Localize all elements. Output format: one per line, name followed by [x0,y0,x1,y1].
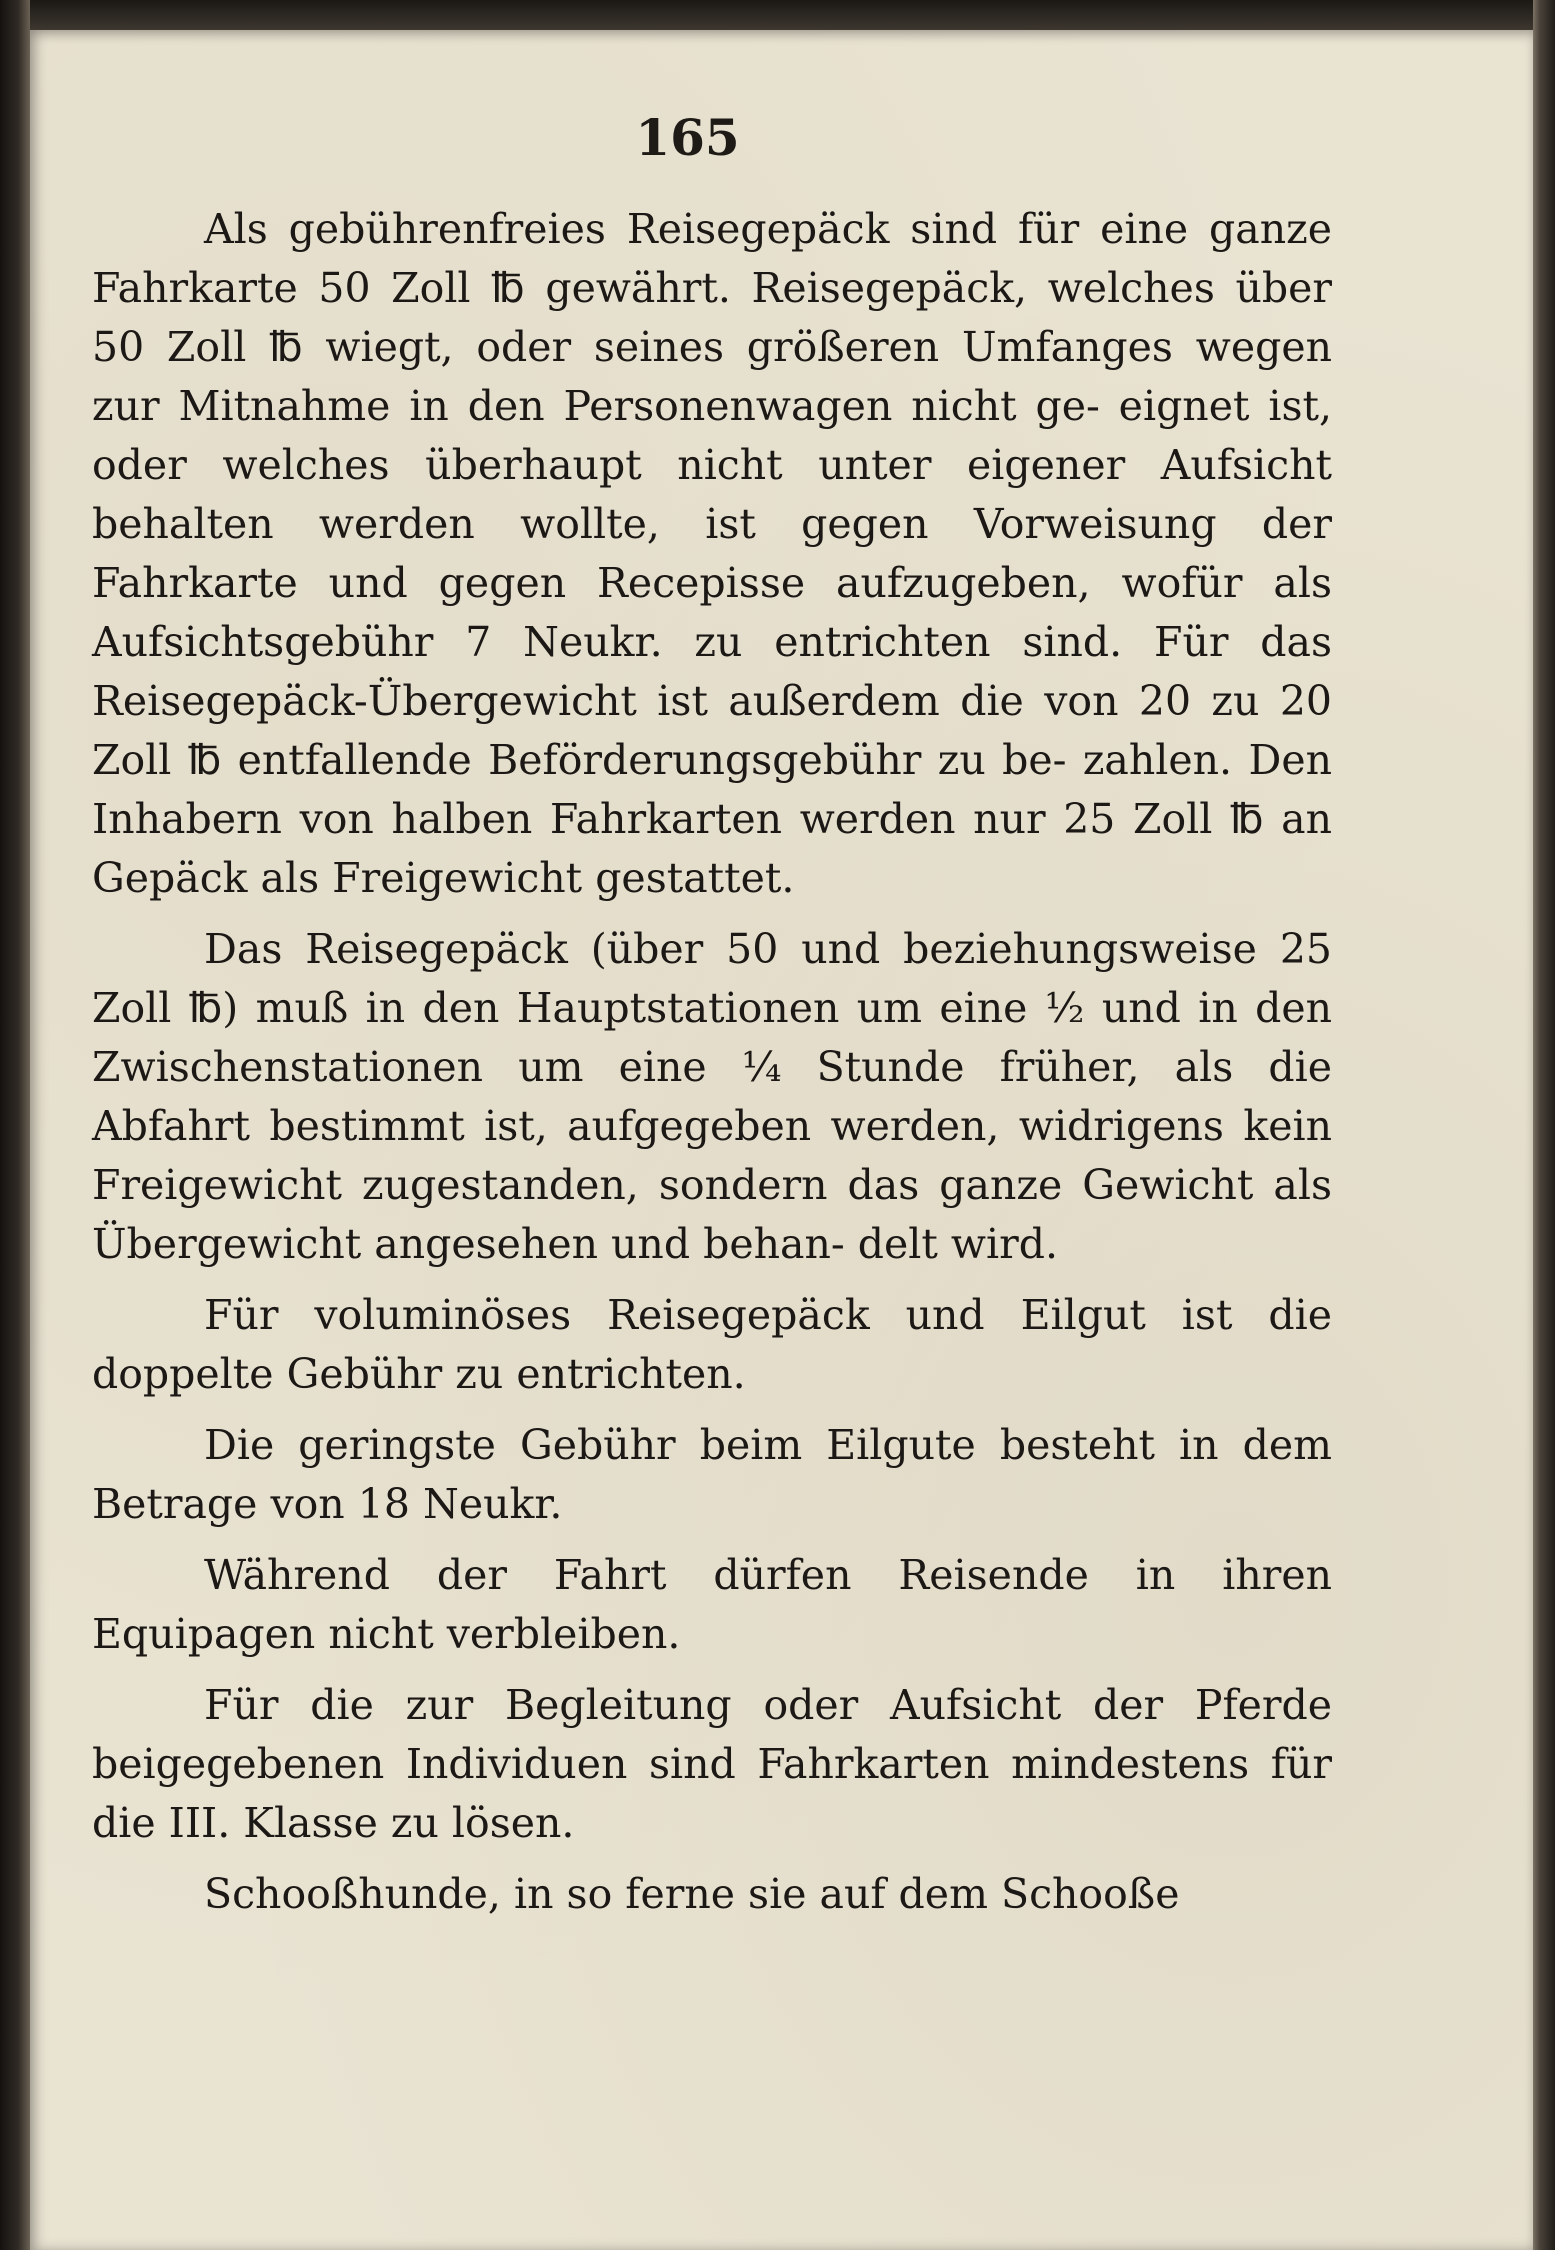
book-page [30,30,1533,2250]
paragraph-luggage-deadline: Das Reisegepäck (über 50 und beziehungsweise 25 Zoll ℔) muß in den Hauptstationen um eine ½ und in den Zwischenstationen um eine ¼ Stunde früher, als die Abfahrt bestimmt ist, aufgegeben werden, widrigens kein Freigewicht zugestanden, sondern das ganze Gewicht als Übergewicht angesehen und behan- delt wird. [92,925,1332,1268]
paragraph-voluminous-luggage: Für voluminöses Reisegepäck und Eilgut ist die doppelte Gebühr zu entrichten. [92,1291,1332,1398]
paragraph-luggage-allowance: Als gebührenfreies Reisegepäck sind für eine ganze Fahrkarte 50 Zoll ℔ gewährt. Reisegepäck, welches über 50 Zoll ℔ wiegt, oder seines größeren Umfanges wegen zur Mitnahme in den Personenwagen nicht ge- eignet ist, oder welches überhaupt nicht unter eigener Aufsicht behalten werden wollte, ist gegen Vorweisung der Fahrkarte und gegen Recepisse aufzugeben, wofür als Aufsichtsgebühr 7 Neukr. zu entrichten sind. Für das Reisegepäck-Übergewicht ist außerdem die von 20 zu 20 Zoll ℔ entfallende Beförderungsgebühr zu be- zahlen. Den Inhabern von halben Fahrkarten werden nur 25 Zoll ℔ an Gepäck als Freigewicht gestattet. [92,205,1332,902]
book-spine-edge [0,0,30,2250]
paragraph-horse-attendants: Für die zur Begleitung oder Aufsicht der Pferde beigegebenen Individuen sind Fahrkarten mindestens für die III. Klasse zu lösen. [92,1681,1332,1847]
paragraph-minimum-fee: Die geringste Gebühr beim Eilgute besteht in dem Betrage von 18 Neukr. [92,1421,1332,1528]
page-text-block [92,200,1332,1936]
book-fore-edge [1533,0,1555,2250]
paragraph-equipage-rule: Während der Fahrt dürfen Reisende in ihren Equipagen nicht verbleiben. [92,1551,1332,1658]
page-number: 165 [635,108,740,167]
paragraph-lapdogs: Schooßhunde, in so ferne sie auf dem Schooße [204,1870,1180,1918]
